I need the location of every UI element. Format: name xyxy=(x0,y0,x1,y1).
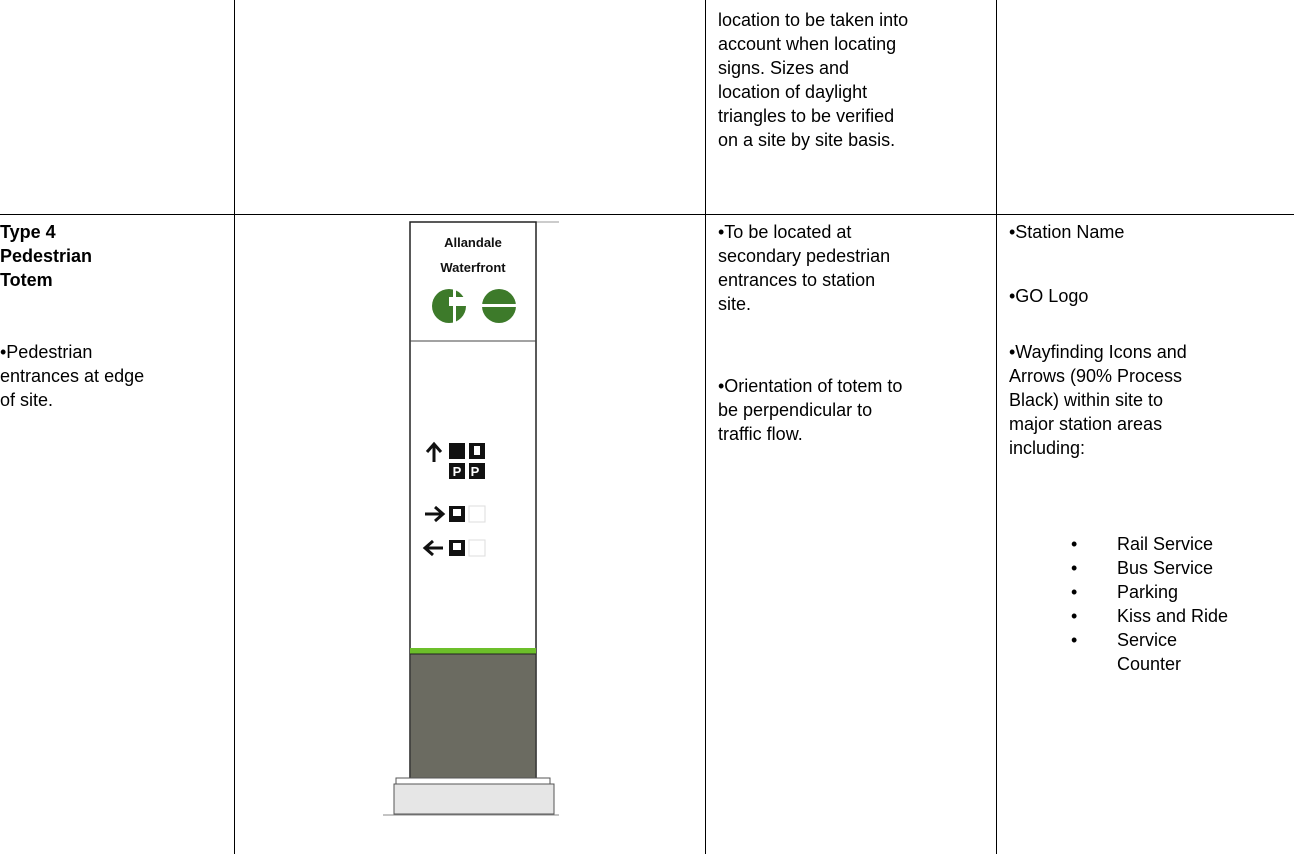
text-line: •GO Logo xyxy=(1009,286,1089,306)
list-item xyxy=(1071,580,1291,604)
text-line: on a site by site basis. xyxy=(718,130,896,150)
table-border-2 xyxy=(705,0,706,854)
type-description xyxy=(0,340,230,412)
list-item xyxy=(1071,556,1291,580)
station-areas-list xyxy=(1071,532,1291,676)
list-item-label: Parking xyxy=(1117,582,1179,602)
location-notes xyxy=(718,220,990,316)
top-row-description xyxy=(718,8,988,152)
text-line: signs. Sizes and xyxy=(718,58,850,78)
sign-station-line2: Waterfront xyxy=(440,260,506,275)
list-item-label: Kiss and Ride xyxy=(1117,606,1229,626)
sign-station-line1: Allandale xyxy=(444,235,502,250)
pedestrian-totem-illustration xyxy=(383,210,559,816)
text-line: •Orientation of totem to xyxy=(718,376,903,396)
svg-text:P: P xyxy=(470,464,480,479)
text-line: Arrows (90% Process xyxy=(1009,366,1183,386)
content-station-name xyxy=(1009,220,1289,244)
text-line: triangles to be verified xyxy=(718,106,895,126)
bullet-icon: • xyxy=(1071,534,1078,554)
blank-icon xyxy=(469,506,485,522)
text-line: site. xyxy=(718,294,752,314)
text-line: traffic flow. xyxy=(718,424,803,444)
text-line: including: xyxy=(1009,438,1086,458)
text-line: secondary pedestrian xyxy=(718,246,891,266)
text-line: be perpendicular to xyxy=(718,400,873,420)
text-line: entrances to station xyxy=(718,270,876,290)
svg-text:P: P xyxy=(452,464,462,479)
text-line: •Station Name xyxy=(1009,222,1125,242)
list-item xyxy=(1071,532,1291,556)
text-line: major station areas xyxy=(1009,414,1163,434)
type-title-line: Totem xyxy=(0,270,53,290)
list-item-continuation xyxy=(1071,652,1291,676)
list-item-label: Service xyxy=(1117,630,1178,650)
text-line: location of daylight xyxy=(718,82,868,102)
type-title-line: Pedestrian xyxy=(0,246,93,266)
bullet-icon: • xyxy=(1071,582,1078,602)
text-line: •Wayfinding Icons and xyxy=(1009,342,1187,362)
text-line: Black) within site to xyxy=(1009,390,1164,410)
table-border-left xyxy=(234,0,235,854)
type-title-line: Type 4 xyxy=(0,222,56,242)
text-line: •Pedestrian xyxy=(0,342,93,362)
blank-icon xyxy=(469,540,485,556)
type-cell xyxy=(0,220,230,292)
table-row-divider xyxy=(0,214,1294,215)
text-line: of site. xyxy=(0,390,54,410)
bullet-icon: • xyxy=(1071,558,1078,578)
orientation-notes xyxy=(718,374,990,446)
content-go-logo xyxy=(1009,284,1289,308)
kiss-and-ride-icon xyxy=(449,443,465,459)
bullet-icon: • xyxy=(1071,630,1078,650)
list-item xyxy=(1071,628,1291,652)
content-wayfinding xyxy=(1009,340,1289,460)
list-item-label: Rail Service xyxy=(1117,534,1214,554)
bullet-icon: • xyxy=(1071,606,1078,626)
list-item-label: Counter xyxy=(1117,654,1182,674)
text-line: location to be taken into xyxy=(718,10,909,30)
table-border-3 xyxy=(996,0,997,854)
list-item-label: Bus Service xyxy=(1117,558,1214,578)
list-item xyxy=(1071,604,1291,628)
text-line: •To be located at xyxy=(718,222,852,242)
text-line: entrances at edge xyxy=(0,366,145,386)
text-line: account when locating xyxy=(718,34,897,54)
